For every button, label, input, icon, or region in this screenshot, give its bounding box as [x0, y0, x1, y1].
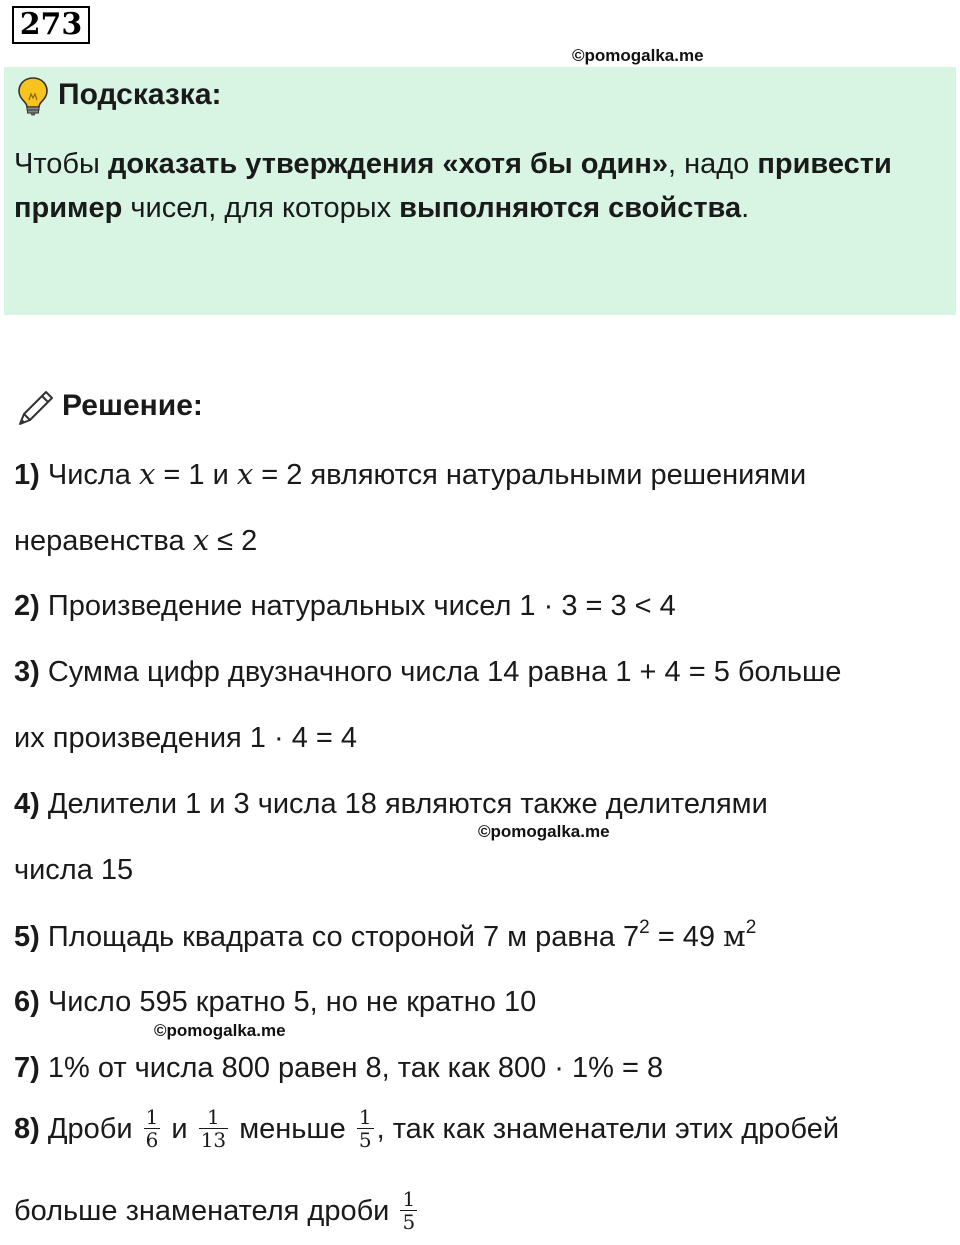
pencil-icon [16, 386, 58, 428]
solution-item-8-line-2: больше знаменателя дроби $\frac{1}{5}$ [14, 1187, 416, 1234]
solution-item-4-line-2: числа 15 [14, 854, 134, 886]
solution-item-2: 2) Произведение натуральных чисел 1 · 3 = 3 < 4 [14, 590, 676, 622]
lightbulb-icon [16, 76, 50, 116]
hint-title: Подсказка: [58, 78, 222, 111]
problem-number: 273 [12, 6, 90, 44]
solution-item-6: 6) Число 595 кратно 5, но не кратно 10 [14, 986, 537, 1018]
fraction: $\frac{1}{6}$ [145, 1105, 159, 1152]
fraction: $\frac{1}{5}$ [402, 1187, 416, 1234]
watermark: ©pomogalka.me [572, 46, 704, 65]
watermark: ©pomogalka.me [478, 822, 610, 841]
fraction: $\frac{1}{5}$ [358, 1105, 372, 1152]
solution-item-1-line-2: неравенства 𝑥 ≤ 2 [14, 523, 258, 557]
solution-item-3-line-1: 3) Сумма цифр двузначного числа 14 равна 1 + 4 = 5 больше [14, 656, 842, 688]
watermark: ©pomogalka.me [154, 1021, 286, 1040]
hint-text: Чтобы доказать утверждения «хотя бы один», надо привести пример чисел, для которых выполняются свойства. [14, 148, 892, 224]
solution-item-1-line-1: 1) Числа 𝑥 = 1 и 𝑥 = 2 являются натуральными решениями [14, 457, 807, 491]
solution-item-7: 7) 1% от числа 800 равен 8, так как 800 · 1% = 8 [14, 1052, 664, 1084]
solution-title: Решение: [62, 389, 203, 422]
solution-item-4-line-1: 4) Делители 1 и 3 числа 18 являются также делителями [14, 788, 768, 820]
fraction: $\frac{1}{13}$ [200, 1105, 227, 1152]
solution-item-3-line-2: их произведения 1 · 4 = 4 [14, 722, 358, 754]
solution-item-5: 5) Площадь квадрата со стороной 7 м равна $7^2 = 49$ $м^2$ [14, 917, 757, 953]
solution-item-8-line-1: 8) Дроби $\frac{1}{6}$ и $\frac{1}{13}$ меньше $\frac{1}{5}$ , так как знаменатели этих дробей [14, 1105, 840, 1152]
